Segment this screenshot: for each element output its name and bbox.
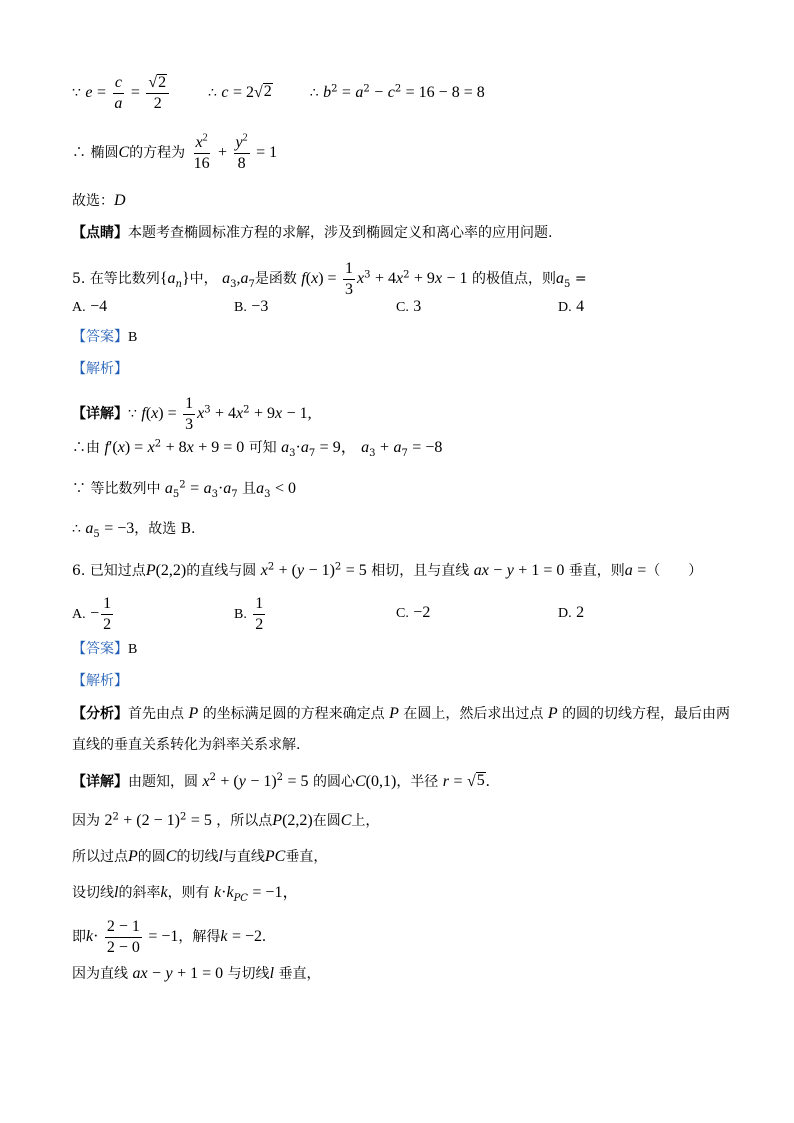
- q6-option-c: C. −2: [396, 604, 431, 621]
- question-6: 6. 已知过点P(2,2)的直线与圆 $x^2 + (y - 1)^2 = 5$ 相切，且与直线 ax − y + 1 = 0 垂直，则a =（ ）: [72, 561, 703, 579]
- q5-detail-3: ∵ 等比数列中 $a_5^2 = a_3\cdot a_7$ 且$a_3 < 0$: [72, 479, 296, 500]
- q6-analysis-tag: 【解析】: [72, 673, 128, 689]
- q6-detail-4: 设切线l的斜率k，则有 $k\cdot k_{PC} = -1$，: [72, 884, 299, 904]
- q5-detail-1: 【详解】∵ f(x) = $\frac{1}{3}$ $x^3 + 4x^2 + 9x - 1$,: [72, 395, 312, 433]
- q5-detail-4: ∴ $a_5 = -3$，故选 B.: [72, 520, 196, 540]
- q5-option-d: D. 4: [558, 298, 585, 315]
- q6-fenxi-1: 【分析】首先由点 P 的坐标满足圆的方程来确定点 P 在圆上，然后求出过点 P 的圆的切线方程，最后由两: [72, 705, 731, 722]
- q5-detail-2: ∴由 $f'(x) = x^2 + 8x + 9 = 0$ 可知 $a_3\cdot a_7 = 9$， $a_3 + a_7 = -8$: [72, 438, 443, 459]
- q5-analysis-tag: 【解析】: [72, 361, 128, 377]
- q5-answer: 【答案】B: [72, 329, 138, 345]
- eccentricity-line: ∵ e = $\frac{c}{a}$ = √ 2 2 ∴ c = 2√ 2 ∴ $b^2 = a^2 - c^2 = 16 - 8 = 8$: [72, 74, 485, 112]
- q6-detail-5: 即k· $\frac{2 - 1}{2 - 0}$ = −1，解得k = −2.: [72, 918, 267, 956]
- question-5: 5. 在等比数列$\{a_n\}$中， $a_3,a_7$是函数 f(x) = $\frac{1}{3}$ $x^3 + 4x^2 + 9x - 1$ 的极值点，则$a_5$ =: [72, 260, 587, 298]
- q6-option-d: D. 2: [558, 604, 585, 621]
- q6-detail-2: 因为 $2^2 + (2 - 1)^2 = 5$ ，所以点P(2,2)在圆C上，: [72, 811, 380, 829]
- q5-option-b: B. −3: [234, 298, 269, 315]
- ellipse-equation-line: ∴ 椭圆C的方程为 $\frac{x^2}{16}$ + $\frac{y^2}{8}$ = 1: [72, 132, 278, 172]
- choice-line: 故选：D: [72, 192, 126, 209]
- q6-fenxi-2: 直线的垂直关系转化为斜率关系求解.: [72, 737, 301, 753]
- dianjing-line: 【点睛】本题考查椭圆标准方程的求解，涉及到椭圆定义和离心率的应用问题.: [72, 225, 553, 241]
- q6-detail-6: 因为直线 ax − y + 1 = 0 与切线l 垂直，: [72, 965, 321, 982]
- q6-detail-1: 【详解】由题知，圆 $x^2 + (y - 1)^2 = 5$ 的圆心C(0,1)，半径 r = √ 5 .: [72, 772, 490, 790]
- q6-detail-3: 所以过点P的圆C的切线l与直线PC垂直，: [72, 848, 328, 865]
- q6-answer: 【答案】B: [72, 641, 138, 657]
- q6-option-a: A. − $\frac{1}{2}$: [72, 595, 112, 633]
- q5-option-a: A. −4: [72, 298, 108, 315]
- q6-option-b: B. $\frac{1}{2}$: [234, 595, 264, 633]
- q5-option-c: C. 3: [396, 298, 422, 315]
